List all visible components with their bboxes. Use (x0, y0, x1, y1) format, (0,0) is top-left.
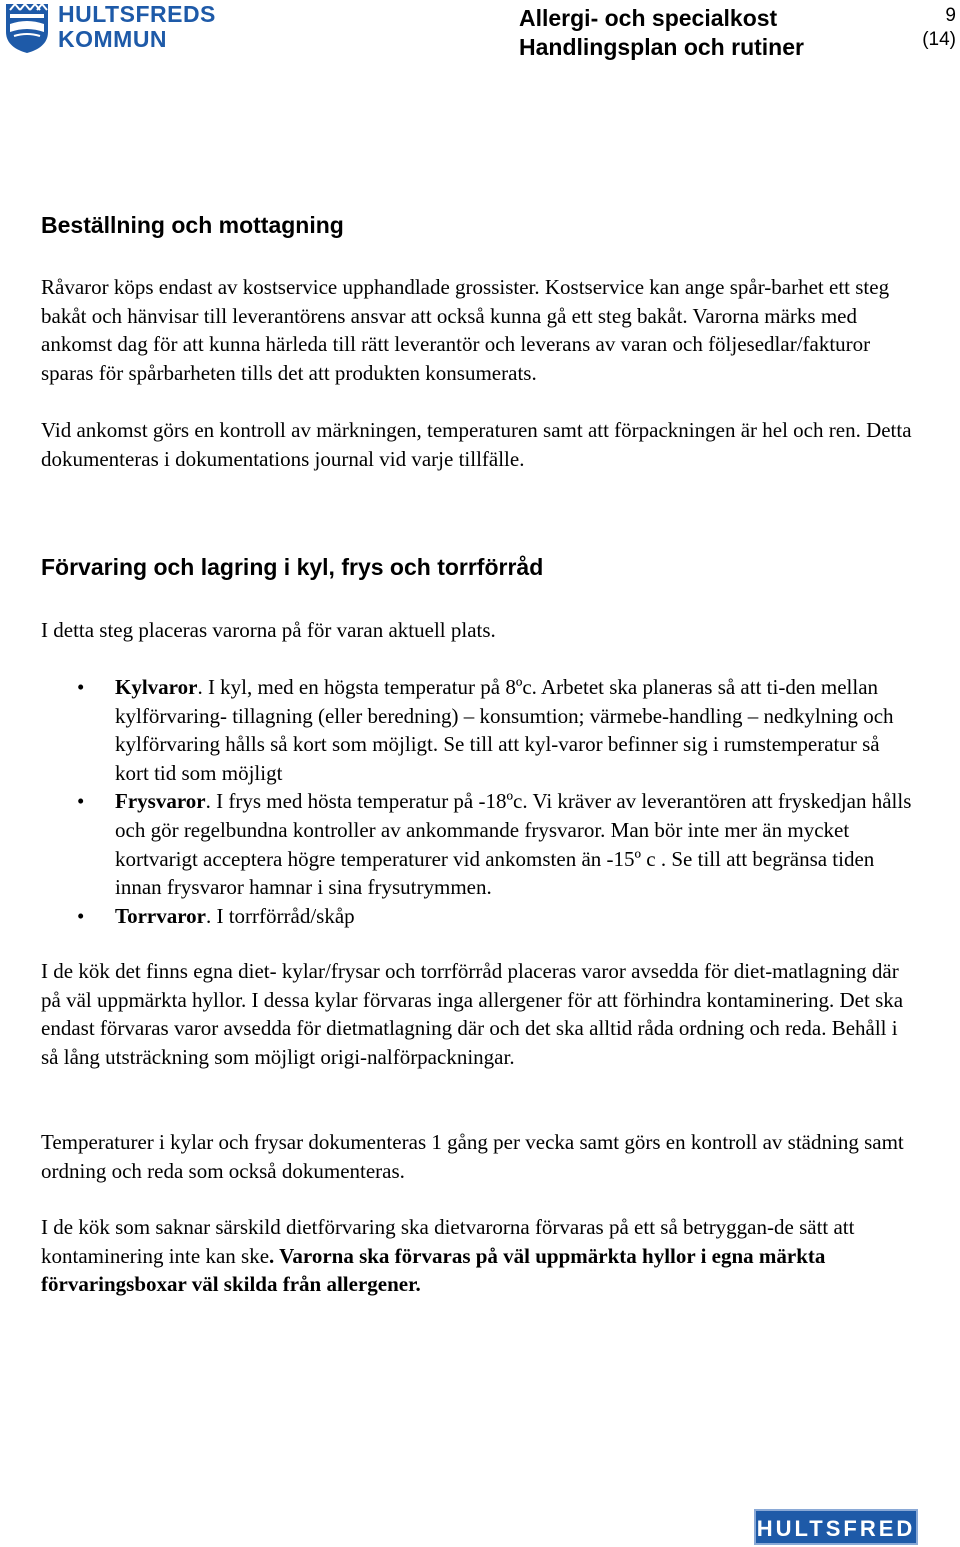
title-line-2: Handlingsplan och rutiner (519, 34, 804, 60)
storage-bullet-list (41, 673, 916, 930)
logo-line-1: HULTSFREDS (58, 1, 216, 27)
page-current: 9 (945, 5, 956, 26)
section-heading-ordering: Beställning och mottagning (41, 212, 344, 238)
list-item (41, 902, 916, 931)
logo-line-2: KOMMUN (58, 26, 168, 52)
paragraph-storage-intro: I detta steg placeras varorna på för varan aktuell plats. (41, 618, 496, 642)
bullet-text: . I kyl, med en högsta temperatur på 8ºc. Arbetet ska planeras så att ti-den mellan kylförvaring- tillagning (eller beredning) – konsumtion; värmebe-handling – nedkylning och kylförvaring hålls så kort som möjligt. Se till att kyl-varor befinner sig i rumstemperatur så kort tid som möjligt (115, 675, 894, 785)
page-number (922, 4, 956, 52)
bullet-text: . I torrförråd/skåp (205, 903, 355, 928)
bullet-icon: • (77, 675, 85, 699)
title-line-1: Allergi- och specialkost (519, 5, 778, 31)
list-item (41, 673, 916, 787)
paragraph-no-diet-storage (41, 1213, 916, 1299)
paragraph-diet-storage: I de kök det finns egna diet- kylar/frysar och torrförråd placeras varor avsedda för diet-matlagning där på väl uppmärkta hyllor. I dessa kylar förvaras inga allergener för att förhindra kontaminering. Det ska endast förvaras varor avsedda för dietmatlagning där och det ska alltid råda ordning och reda. Behåll i så lång utsträckning som möjligt origi-nalförpackningar. (41, 959, 904, 1069)
document-title (519, 4, 804, 62)
paragraph-arrival-control: Vid ankomst görs en kontroll av märkningen, temperaturen samt att förpackningen är hel och ren. Detta dokumenteras i dokumentations journal vid varje tillfälle. (41, 418, 912, 471)
footer-hultsfred-logo: HULTSFRED (754, 1509, 918, 1545)
page-total: (14) (922, 29, 956, 50)
paragraph-ordering: Råvaror köps endast av kostservice upphandlade grossister. Kostservice kan ange spår-barhet ett steg bakåt och hänvisar till leverantörens ansvar att också kunna gå ett steg bakåt. Varorna märks med ankomst dag för att kunna härleda till rätt leverantör och leverans av varan och följesedlar/fakturor sparas för spårbarheten tills det att produkten konsumerats. (41, 275, 890, 385)
bullet-label: Frysvaror (115, 789, 206, 814)
hultsfred-kommun-logo (4, 2, 214, 56)
bullet-label: Torrvaror (115, 903, 206, 928)
bullet-icon: • (77, 789, 85, 814)
municipal-crest-icon (4, 2, 50, 54)
paragraph-normal-text: I de kök som saknar särskild dietförvaring ska dietvarorna förvaras på ett så betryggan-de sätt att kontaminering inte kan ske (41, 1215, 855, 1268)
section-heading-storage: Förvaring och lagring i kyl, frys och torrförråd (41, 554, 544, 580)
list-item (41, 787, 916, 901)
bullet-label: Kylvaror (115, 675, 198, 699)
bullet-text: . I frys med hösta temperatur på -18ºc. Vi kräver av leverantören att fryskedjan hålls och gör regelbundna kontroller av ankommande frysvaror. Man bör inte mer än mycket kortvarigt acceptera högre temperaturer vid ankomsten än -15º c . Se till att begränsa tiden innan frysvaror hamnar i sina frysutrymmen. (115, 789, 912, 900)
paragraph-temperature-log: Temperaturer i kylar och frysar dokumenteras 1 gång per vecka samt görs en kontroll av städning samt ordning och reda som också dokumenteras. (41, 1130, 904, 1183)
paragraph-bold-text: . Varorna ska förvaras på väl uppmärkta hyllor i egna märkta förvaringsboxar väl skilda från allergener. (41, 1243, 826, 1297)
bullet-icon: • (77, 903, 85, 928)
